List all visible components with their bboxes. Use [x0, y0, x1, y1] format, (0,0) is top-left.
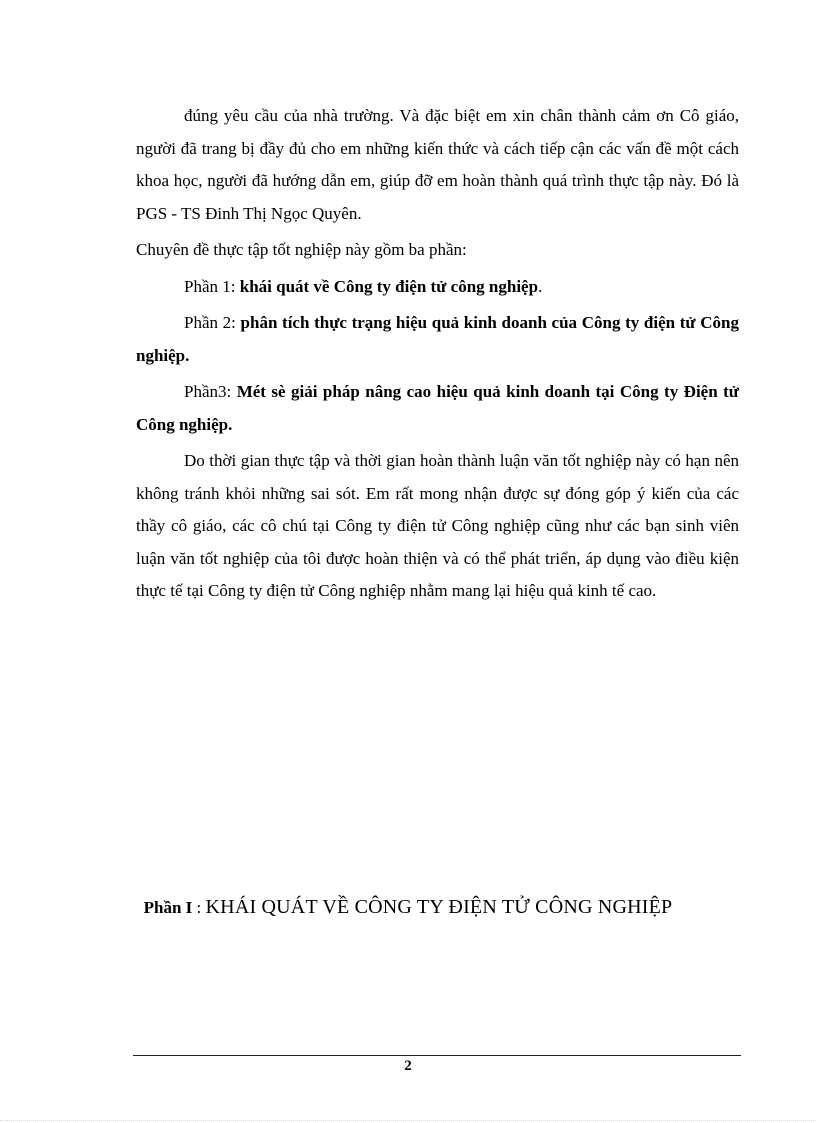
body-text: [136, 100, 739, 608]
part-3-title: Mét sè giải pháp nâng cao hiệu quả kinh doanh tại Công ty Điện tử Công nghiệp.: [136, 382, 739, 434]
part-3-line: [136, 376, 739, 441]
part-1-suffix: .: [538, 276, 543, 296]
part-2-line: [136, 307, 739, 372]
part-1-label: Phần 1:: [184, 276, 240, 296]
section-heading-title: KHÁI QUÁT VỀ CÔNG TY ĐIỆN TỬ CÔNG NGHIỆP: [205, 896, 673, 918]
footer-divider: [133, 1055, 741, 1056]
part-2-title: phân tích thực trạng hiệu quả kinh doanh của Công ty điện tử Công nghiệp.: [136, 313, 739, 365]
paragraph-acknowledgement: đúng yêu cầu của nhà trường. Và đặc biệt em xin chân thành cảm ơn Cô giáo, người đã trang bị đầy đủ cho em những kiến thức và cách tiếp cận các vấn đề một cách khoa học, người đã hướng dẫn em, giúp đỡ em hoàn thành quá trình thực tập này. Đó là PGS - TS Đinh Thị Ngọc Quyên.: [136, 106, 739, 223]
part-2-label: Phần 2:: [184, 313, 241, 332]
page-number: 2: [404, 1058, 412, 1074]
paragraph-closing: Do thời gian thực tập và thời gian hoàn thành luận văn tốt nghiệp này có hạn nên không tránh khỏi những sai sót. Em rất mong nhận được sự đóng góp ý kiến của các thầy cô giáo, các cô chú tại Công ty điện tử Công nghiệp cũng như các bạn sinh viên luận văn tốt nghiệp của tôi được hoàn thiện và có thể phát triển, áp dụng vào điều kiện thực tế tại Công ty điện tử Công nghiệp nhằm mang lại hiệu quả kinh tế cao.: [136, 451, 739, 600]
section-heading: [0, 896, 816, 919]
page-edge-divider: [0, 1120, 816, 1121]
section-heading-prefix: Phần I: [143, 898, 193, 917]
part-3-label: Phần3:: [184, 382, 237, 401]
part-1-line: [136, 271, 739, 304]
paragraph-structure-intro: Chuyên đề thực tập tốt nghiệp này gồm ba phần:: [136, 240, 467, 259]
section-heading-separator: :: [192, 898, 206, 917]
part-1-title: khái quát về Công ty điện tử công nghiệp: [239, 276, 539, 296]
